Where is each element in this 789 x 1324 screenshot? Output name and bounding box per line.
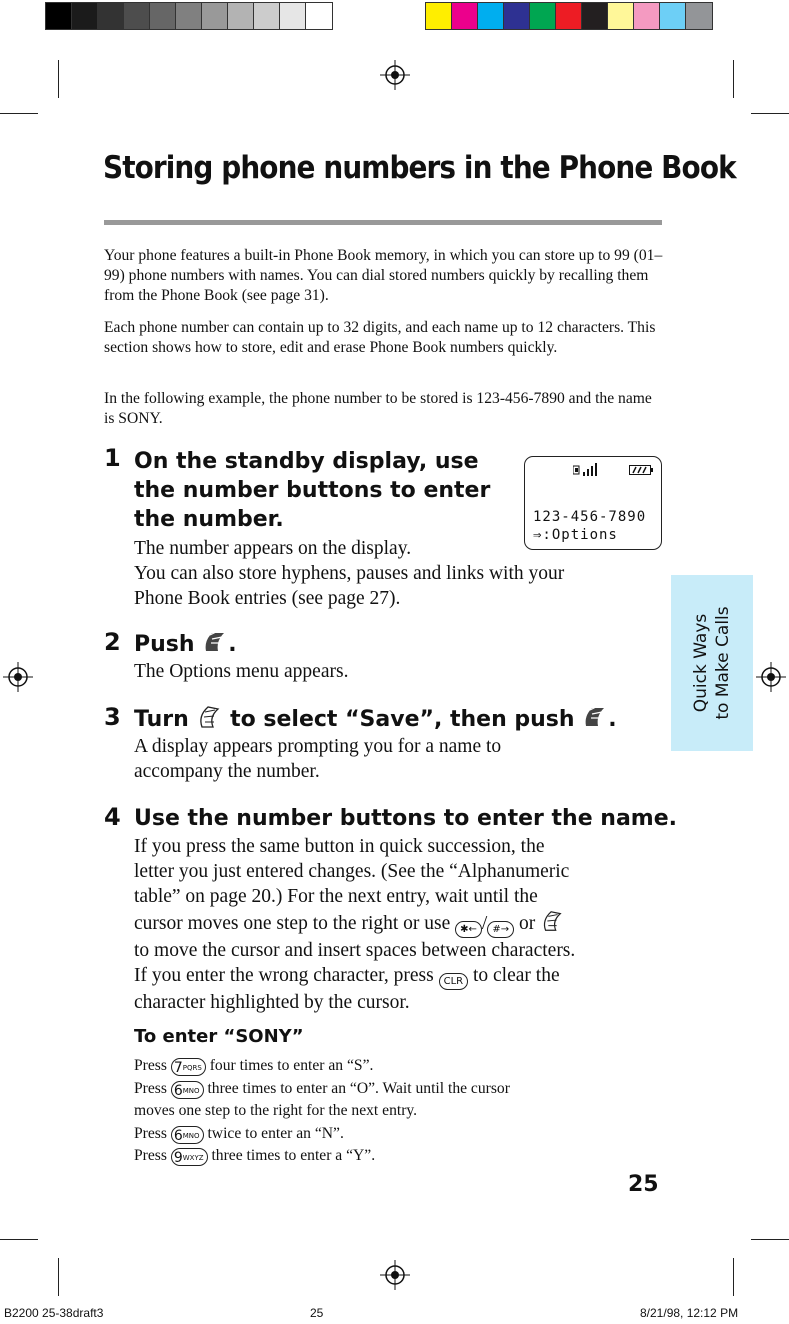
step-heading: Use the number buttons to enter the name. xyxy=(134,806,677,831)
star-left-key-icon: ✱← xyxy=(455,921,482,938)
jog-dial-turn-icon xyxy=(196,704,222,730)
color-swatch xyxy=(202,3,228,29)
step-number: 4 xyxy=(104,803,121,831)
footer-filename: B2200 25-38draft3 xyxy=(4,1306,104,1320)
color-swatch xyxy=(150,3,176,29)
step-body: If you press the same button in quick succession, the letter you just entered changes. (See the “Alphanumeric table” on page 20.) For the next entry, wait until the cursor moves one step to the right or use ✱← / #→ or to move the cursor and insert spaces between characters. If you enter the wrong character, press CLR to clear the character highlighted by the cursor. xyxy=(134,836,576,1013)
color-swatch xyxy=(426,3,452,29)
step-number: 3 xyxy=(104,703,121,731)
color-swatch xyxy=(98,3,124,29)
color-swatch xyxy=(280,3,306,29)
color-swatch xyxy=(452,3,478,29)
step-number: 1 xyxy=(104,444,121,472)
color-swatch xyxy=(660,3,686,29)
registration-mark-icon xyxy=(380,60,410,90)
footer-timestamp: 8/21/98, 12:12 PM xyxy=(640,1306,739,1320)
key-6-icon: 6MNO xyxy=(171,1126,204,1144)
jog-dial-press-icon xyxy=(202,629,228,655)
jog-dial-press-icon xyxy=(582,704,608,730)
color-swatch xyxy=(72,3,98,29)
grayscale-bar xyxy=(45,2,333,30)
step-heading: On the standby display, use the number buttons to enter the number. xyxy=(134,449,491,532)
intro-paragraph: Your phone features a built-in Phone Book memory, in which you can store up to 99 (01–99) phone numbers with names. You can dial stored numbers quickly by recalling them from the Phone Book (see page 31). xyxy=(104,247,663,304)
color-swatch xyxy=(46,3,72,29)
clr-key-icon: CLR xyxy=(439,973,469,990)
example-line: Press 7PQRS four times to enter an “S”. xyxy=(134,1057,374,1076)
section-tab-label: Quick Ways to Make Calls xyxy=(691,606,733,720)
color-swatch xyxy=(504,3,530,29)
color-swatch xyxy=(228,3,254,29)
color-swatch xyxy=(556,3,582,29)
color-swatch xyxy=(478,3,504,29)
intro-paragraph: In the following example, the phone number to be stored is 123-456-7890 and the name is SONY. xyxy=(104,390,652,427)
crop-mark xyxy=(733,60,734,98)
color-bar xyxy=(425,2,713,30)
color-swatch xyxy=(686,3,712,29)
color-swatch xyxy=(176,3,202,29)
color-swatch xyxy=(306,3,332,29)
phone-display xyxy=(524,456,662,550)
crop-mark xyxy=(733,1258,734,1296)
color-swatch xyxy=(582,3,608,29)
step-body: A display appears prompting you for a name to accompany the number. xyxy=(134,736,502,782)
crop-mark xyxy=(751,113,789,114)
registration-mark-icon xyxy=(380,1260,410,1290)
display-number: 123-456-7890 xyxy=(533,509,647,525)
title-rule xyxy=(104,220,662,225)
crop-mark xyxy=(751,1239,789,1240)
crop-mark xyxy=(58,1258,59,1296)
example-line: moves one step to the right for the next entry. xyxy=(134,1102,418,1119)
intro-paragraph: Each phone number can contain up to 32 digits, and each name up to 12 characters. This section shows how to store, edit and erase Phone Book numbers quickly. xyxy=(104,319,656,356)
step-heading: Turn to select “Save”, then push . xyxy=(134,704,617,734)
page-number: 25 xyxy=(628,1172,659,1197)
page-title: Storing phone numbers in the Phone Book xyxy=(103,150,736,186)
example-line: Press 6MNO twice to enter an “N”. xyxy=(134,1125,344,1144)
example-line: Press 9WXYZ three times to enter a “Y”. xyxy=(134,1147,376,1166)
key-7-icon: 7PQRS xyxy=(171,1058,206,1076)
step-heading: Push . xyxy=(134,629,237,659)
key-6-icon: 6MNO xyxy=(171,1081,204,1099)
registration-mark-icon xyxy=(3,662,33,692)
key-9-icon: 9WXYZ xyxy=(171,1148,208,1166)
color-swatch xyxy=(254,3,280,29)
step-number: 2 xyxy=(104,628,121,656)
step-body: The Options menu appears. xyxy=(134,661,349,682)
battery-icon xyxy=(629,465,653,475)
color-swatch xyxy=(634,3,660,29)
example-heading: To enter “SONY” xyxy=(134,1026,304,1047)
footer-page: 25 xyxy=(310,1306,324,1320)
step-body: The number appears on the display. You can also store hyphens, pauses and links with your Phone Book entries (see page 27). xyxy=(134,538,565,609)
crop-mark xyxy=(0,1239,38,1240)
example-line: Press 6MNO three times to enter an “O”. Wait until the cursor xyxy=(134,1080,510,1099)
hash-right-key-icon: #→ xyxy=(487,921,514,938)
color-swatch xyxy=(124,3,150,29)
jog-dial-turn-icon xyxy=(540,909,564,933)
signal-icon xyxy=(573,463,603,477)
color-swatch xyxy=(608,3,634,29)
crop-mark xyxy=(0,113,38,114)
registration-mark-icon xyxy=(756,662,786,692)
crop-mark xyxy=(58,60,59,98)
section-tab xyxy=(671,575,753,751)
color-swatch xyxy=(530,3,556,29)
display-options: ⇒:Options xyxy=(533,527,618,543)
